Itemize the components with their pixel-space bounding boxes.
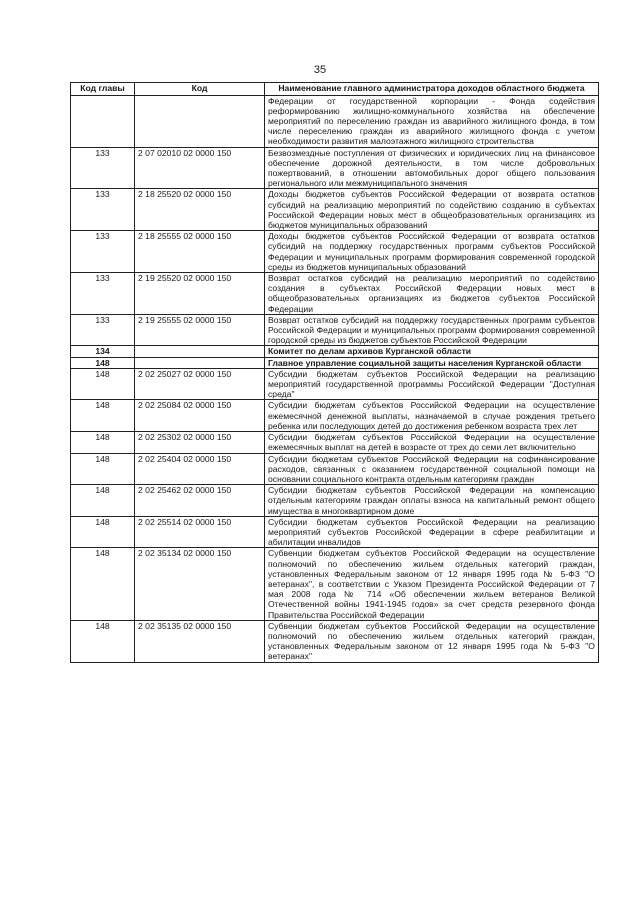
name-cell: Главное управление социальной защиты населения Курганской области [265, 357, 599, 368]
code-cell: 2 18 25555 02 0000 150 [135, 231, 265, 273]
name-cell: Субсидии бюджетам субъектов Российской Федерации на осуществление ежемесячной денежной выплаты, назначаемой в случае рождения третьего ребенка или последующих детей до достижения ребенком возраста трех лет [265, 400, 599, 432]
code-cell: 2 19 25555 02 0000 150 [135, 314, 265, 346]
name-cell: Субсидии бюджетам субъектов Российской Федерации на реализацию мероприятий субъектов Российской Федерации в сфере реабилитации и абилитации инвалидов [265, 516, 599, 548]
name-cell: Субсидии бюджетам субъектов Российской Федерации на осуществление ежемесячных выплат на детей в возрасте от трех до семи лет включительно [265, 432, 599, 453]
code-cell: 2 02 35134 02 0000 150 [135, 548, 265, 620]
chapter-cell: 148 [71, 432, 135, 453]
table-row [71, 147, 599, 189]
chapter-cell: 133 [71, 147, 135, 189]
table-row [71, 95, 599, 147]
chapter-cell: 148 [71, 620, 135, 662]
header-code: Код [135, 83, 265, 96]
code-cell [135, 357, 265, 368]
chapter-cell: 133 [71, 231, 135, 273]
code-cell: 2 19 25520 02 0000 150 [135, 273, 265, 315]
code-cell: 2 02 25027 02 0000 150 [135, 368, 265, 400]
table-row [71, 357, 599, 368]
table-row [71, 400, 599, 432]
name-cell: Субсидии бюджетам субъектов Российской Федерации на софинансирование расходов, связанных с оказанием государственной социальной помощи на основании социального контракта отдельным категориям граждан [265, 453, 599, 485]
table-row [71, 189, 599, 231]
chapter-cell: 133 [71, 273, 135, 315]
table-row [71, 432, 599, 453]
code-cell: 2 02 25514 02 0000 150 [135, 516, 265, 548]
name-cell: Федерации от государственной корпорации - Фонда содействия реформированию жилищно-коммунального хозяйства на обеспечение мероприятий по переселению граждан из аварийного жилищного фонда, в том числе переселению граждан из аварийного жилищного фонда с учетом необходимости развития малоэтажного жилищного строительства [265, 95, 599, 147]
table-row [71, 314, 599, 346]
chapter-cell: 148 [71, 400, 135, 432]
header-chapter-code: Код главы [71, 83, 135, 96]
chapter-cell: 148 [71, 357, 135, 368]
name-cell: Возврат остатков субсидий на реализацию мероприятий по содействию создания в субъектах Российской Федерации новых мест в общеобразовательных организациях из бюджетов субъектов Российской Федерации [265, 273, 599, 315]
name-cell: Субвенции бюджетам субъектов Российской Федерации на осуществление полномочий по обеспечению жильем отдельных категорий граждан, установленных Федеральным законом от 12 января 1995 года № 5-ФЗ "О ветеранах" [265, 620, 599, 662]
table-row [71, 231, 599, 273]
table-row [71, 273, 599, 315]
table-header-row [71, 83, 599, 96]
table-body [71, 95, 599, 662]
table-row [71, 620, 599, 662]
chapter-cell [71, 95, 135, 147]
code-cell: 2 02 25084 02 0000 150 [135, 400, 265, 432]
name-cell: Доходы бюджетов субъектов Российской Федерации от возврата остатков субсидий на поддержку государственных программ субъектов Российской Федерации и муниципальных программ формирования современной городской среды из бюджетов муниципальных образований [265, 231, 599, 273]
table-row [71, 548, 599, 620]
code-cell [135, 95, 265, 147]
chapter-cell: 148 [71, 548, 135, 620]
chapter-cell: 148 [71, 516, 135, 548]
revenue-administrators-table [70, 82, 599, 663]
page-number: 35 [313, 64, 327, 76]
name-cell: Субсидии бюджетам субъектов Российской Федерации на реализацию мероприятий государственной программы Российской Федерации "Доступная среда" [265, 368, 599, 400]
code-cell: 2 02 35135 02 0000 150 [135, 620, 265, 662]
name-cell: Доходы бюджетов субъектов Российской Федерации от возврата остатков субсидий на реализацию мероприятий по содействию созданию в субъектах Российской Федерации новых мест в общеобразовательных организациях из бюджетов муниципальных образований [265, 189, 599, 231]
name-cell: Субвенции бюджетам субъектов Российской Федерации на осуществление полномочий по обеспечению жильем отдельных категорий граждан, установленных Федеральным законом от 12 января 1995 года № 5-ФЗ "О ветеранах", в соответствии с Указом Президента Российской Федерации от 7 мая 2008 года № 714 «Об обеспечении жильем ветеранов Великой Отечественной войны 1941-1945 годов» за счет средств резервного фонда Правительства Российской Федерации [265, 548, 599, 620]
name-cell: Возврат остатков субсидий на поддержку государственных программ субъектов Российской Федерации и муниципальных программ формирования современной городской среды из бюджетов субъектов Российской Федерации [265, 314, 599, 346]
header-administrator-name: Наименование главного администратора доходов областного бюджета [265, 83, 599, 96]
chapter-cell: 148 [71, 453, 135, 485]
code-cell: 2 02 25302 02 0000 150 [135, 432, 265, 453]
table-row [71, 453, 599, 485]
chapter-cell: 133 [71, 189, 135, 231]
name-cell: Комитет по делам архивов Курганской области [265, 346, 599, 357]
chapter-cell: 148 [71, 485, 135, 517]
code-cell: 2 02 25404 02 0000 150 [135, 453, 265, 485]
name-cell: Безвозмездные поступления от физических и юридических лиц на финансовое обеспечение дорожной деятельности, в том числе добровольных пожертвований, в отношении автомобильных дорог общего пользования регионального или межмуниципального значения [265, 147, 599, 189]
code-cell: 2 02 25462 02 0000 150 [135, 485, 265, 517]
code-cell: 2 18 25520 02 0000 150 [135, 189, 265, 231]
table-row [71, 346, 599, 357]
code-cell: 2 07 02010 02 0000 150 [135, 147, 265, 189]
chapter-cell: 133 [71, 314, 135, 346]
table-row [71, 368, 599, 400]
code-cell [135, 346, 265, 357]
table-row [71, 485, 599, 517]
name-cell: Субсидии бюджетам субъектов Российской Федерации на компенсацию отдельным категориям граждан оплаты взноса на капитальный ремонт общего имущества в многоквартирном доме [265, 485, 599, 517]
chapter-cell: 148 [71, 368, 135, 400]
chapter-cell: 134 [71, 346, 135, 357]
table-row [71, 516, 599, 548]
